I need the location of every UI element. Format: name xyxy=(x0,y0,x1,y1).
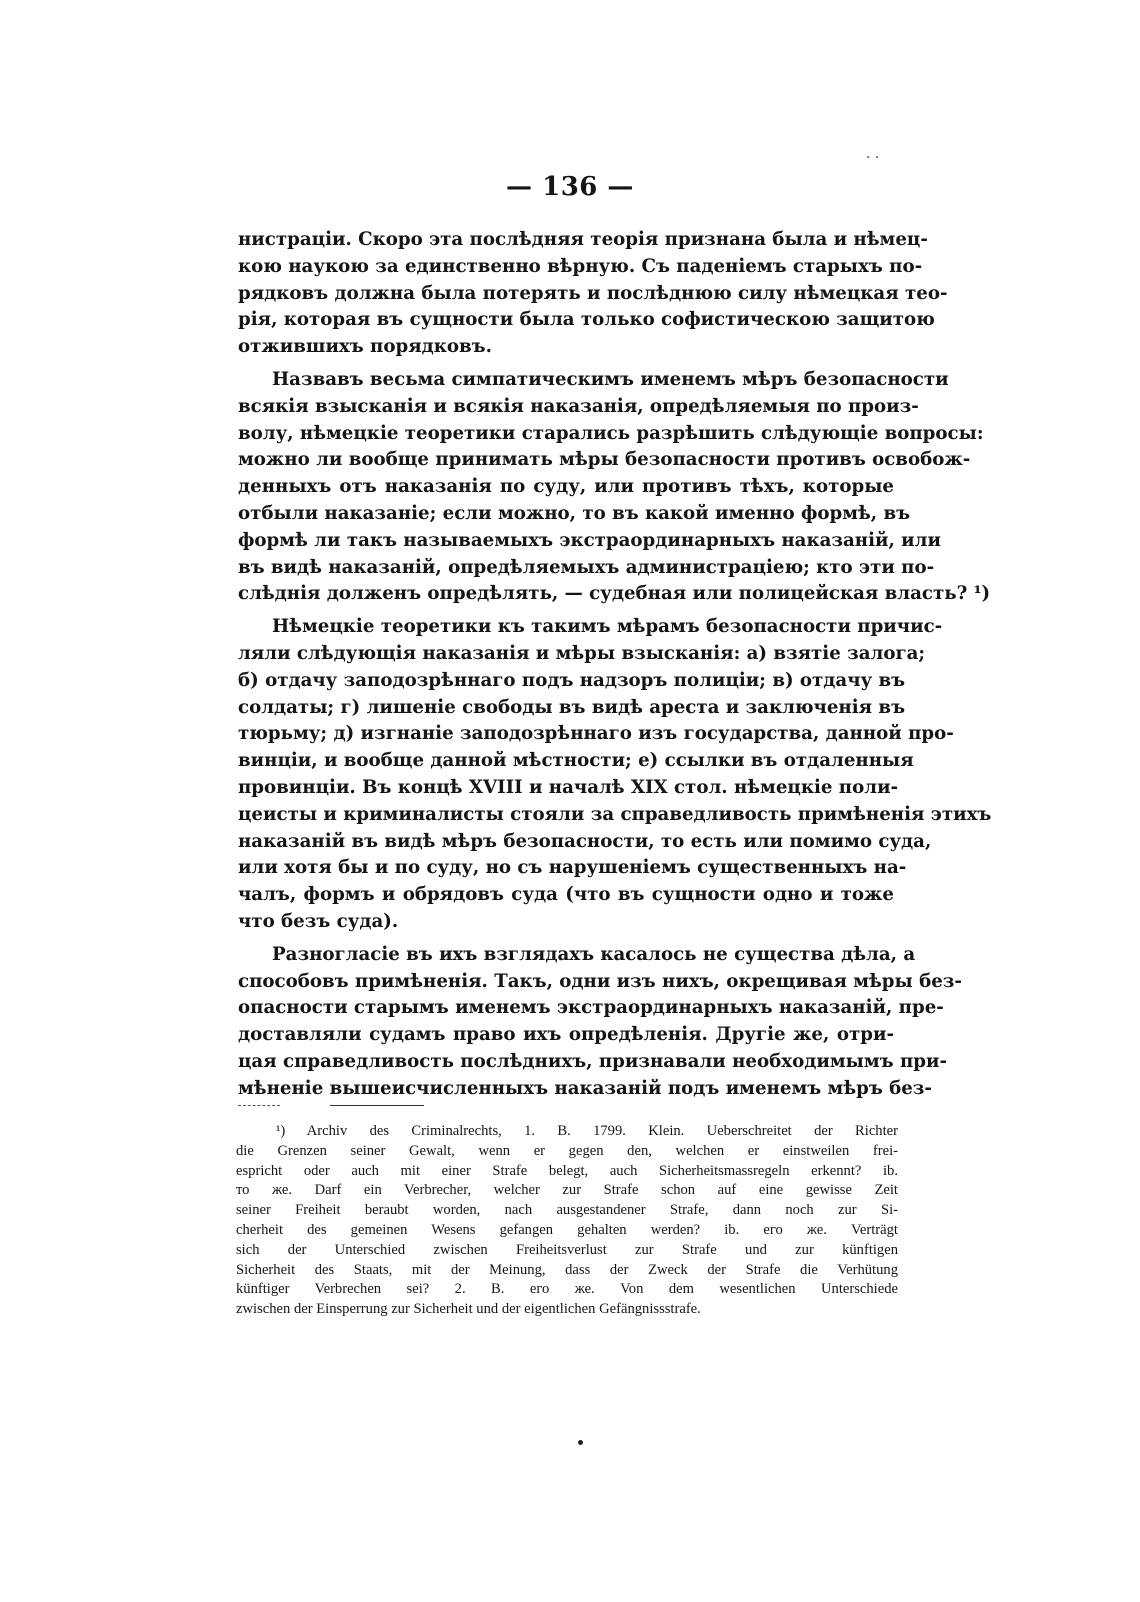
text-line: цеисты и криминалисты стояли за справедливость примѣненія этихъ xyxy=(238,803,992,825)
text-line: чалъ, формъ и обрядовъ суда (что въ сущности одно и тоже xyxy=(238,884,894,906)
text-line: винціи, и вообще данной мѣстности; е) ссылки въ отдаленныя xyxy=(238,750,914,772)
page-number: — 136 — xyxy=(506,172,634,202)
footnote-line: Sicherheit des Staats, mit der Meinung, dass der Zweck der Strafe die Verhütung xyxy=(236,1261,898,1278)
text-line: волу, нѣмецкіе теоретики старались разрѣшить слѣдующіе вопросы: xyxy=(238,422,984,444)
footnote-divider-left xyxy=(238,1105,280,1106)
text-line: что безъ суда). xyxy=(238,910,399,932)
text-line: доставляли судамъ право ихъ опредѣленія. Другіе же, отри- xyxy=(238,1024,894,1046)
text-line: рядковъ должна была потерять и послѣднюю силу нѣмецкая тео- xyxy=(238,282,948,304)
text-line: денныхъ отъ наказанія по суду, или противъ тѣхъ, которые xyxy=(238,476,894,498)
footnote-line: ¹) Archiv des Criminalrechts, 1. B. 1799. Klein. Ueberschreitet der Richter xyxy=(276,1123,898,1139)
footnote-line: seiner Freiheit beraubt worden, nach ausgestandener Strafe, dann noch zur Si- xyxy=(236,1202,898,1219)
text-line: формѣ ли такъ называемыхъ экстраординарныхъ наказаній, или xyxy=(238,529,941,551)
text-line: тюрьму; д) изгнаніе заподозрѣннаго изъ государства, данной про- xyxy=(238,723,954,745)
footnote-line: espricht oder auch mit einer Strafe belegt, auch Sicherheitsmassregeln erkennt? ib. xyxy=(236,1162,898,1179)
text-line: или хотя бы и по суду, но съ нарушеніемъ существенныхъ на- xyxy=(238,857,907,879)
text-line: наказаній въ видѣ мѣръ безопасности, то есть или помимо суда, xyxy=(238,830,932,852)
text-line: Назвавъ весьма симпатическимъ именемъ мѣръ безопасности xyxy=(272,368,949,390)
footnote-line: die Grenzen seiner Gewalt, wenn er gegen den, welchen er einstweilen frei- xyxy=(236,1142,898,1159)
footnote xyxy=(236,1122,898,1320)
text-line: можно ли вообще принимать мѣры безопасности противъ освобож- xyxy=(238,449,971,471)
footnote-line: künftiger Verbrechen sei? 2. B. его же. Von dem wesentlichen Unterschiede xyxy=(236,1281,898,1298)
text-line: отжившихъ порядковъ. xyxy=(238,336,492,358)
text-line: рія, которая въ сущности была только софистическою защитою xyxy=(238,309,935,331)
body-text xyxy=(238,227,992,1103)
text-line: слѣднія долженъ опредѣлять, — судебная или полицейская власть? ¹) xyxy=(238,583,991,605)
text-line: ляли слѣдующія наказанія и мѣры взысканія: а) взятіе залога; xyxy=(238,642,926,664)
text-line: Нѣмецкіе теоретики къ такимъ мѣрамъ безопасности причис- xyxy=(272,616,943,638)
stray-mark: · · xyxy=(866,150,880,166)
text-line: кою наукою за единственно вѣрную. Съ паденіемъ старыхъ по- xyxy=(238,255,923,277)
text-line: нистраціи. Скоро эта послѣдняя теорія признана была и нѣмец- xyxy=(238,229,928,250)
text-line: цая справедливость послѣднихъ, признавали необходимымъ при- xyxy=(238,1050,948,1072)
footnote-line: то же. Darf ein Verbrecher, welcher zur Strafe schon auf eine gewisse Zeit xyxy=(236,1182,898,1199)
text-line: б) отдачу заподозрѣннаго подъ надзоръ полиціи; в) отдачу въ xyxy=(238,669,906,691)
text-line: опасности старымъ именемъ экстраординарныхъ наказаній, пре- xyxy=(238,997,944,1019)
footnote-line: zwischen der Einsperrung zur Sicherheit und der eigentlichen Gefängnissstrafe. xyxy=(236,1301,701,1318)
ink-dot xyxy=(578,1440,583,1445)
text-line: всякія взысканія и всякія наказанія, опредѣляемыя по произ- xyxy=(238,395,919,417)
text-line: отбыли наказаніе; если можно, то въ какой именно формѣ, въ xyxy=(238,502,911,524)
footnote-line: cherheit des gemeinen Wesens gefangen gehalten werden? ib. его же. Verträgt xyxy=(236,1221,898,1238)
text-line: мѣненіе вышеисчисленныхъ наказаній подъ именемъ мѣръ без- xyxy=(238,1077,932,1099)
text-line: Разногласіе въ ихъ взглядахъ касалось не существа дѣла, а xyxy=(272,943,916,965)
footnote-line: sich der Unterschied zwischen Freiheitsverlust zur Strafe und zur künftigen xyxy=(236,1241,898,1258)
text-line: въ видѣ наказаній, опредѣляемыхъ администраціею; кто эти по- xyxy=(238,556,935,578)
text-line: провинціи. Въ концѣ XVIII и началѣ XIX стол. нѣмецкіе поли- xyxy=(238,776,899,798)
text-line: солдаты; г) лишеніе свободы въ видѣ ареста и заключенія въ xyxy=(238,696,906,718)
footnote-divider-right xyxy=(330,1105,424,1106)
text-line: способовъ примѣненія. Такъ, одни изъ нихъ, окрещивая мѣры без- xyxy=(238,970,962,992)
